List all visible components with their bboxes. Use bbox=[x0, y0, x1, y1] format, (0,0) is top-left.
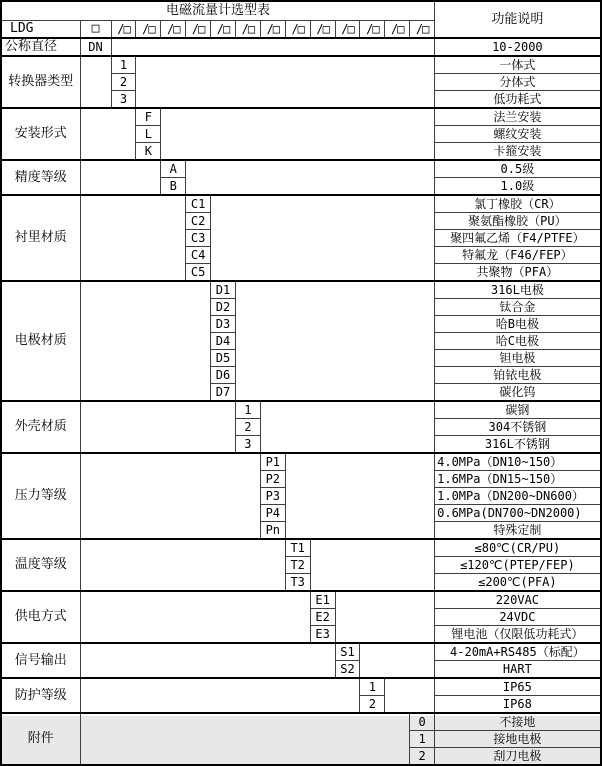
empty-cell bbox=[80, 713, 410, 765]
category-label: 信号输出 bbox=[1, 643, 80, 678]
option-code: T1 bbox=[285, 539, 310, 557]
function-column-header: 功能说明 bbox=[435, 1, 601, 38]
option-description: 法兰安装 bbox=[435, 108, 601, 126]
empty-cell bbox=[80, 195, 186, 281]
option-description: 316L不锈钢 bbox=[435, 436, 601, 454]
option-description: 一体式 bbox=[435, 56, 601, 74]
option-code: C5 bbox=[186, 264, 211, 282]
empty-cell bbox=[80, 539, 285, 591]
option-description: 刮刀电极 bbox=[435, 748, 601, 766]
option-code: A bbox=[161, 160, 186, 178]
option-description: 0.5级 bbox=[435, 160, 601, 178]
model-slot-box-icon: /□ bbox=[161, 21, 186, 39]
category-label: 供电方式 bbox=[1, 591, 80, 643]
option-description: 低功耗式 bbox=[435, 91, 601, 109]
option-description: 316L电极 bbox=[435, 281, 601, 299]
option-code: DN bbox=[80, 38, 111, 56]
empty-cell bbox=[80, 643, 335, 678]
option-code: K bbox=[136, 143, 161, 161]
category-label: 衬里材质 bbox=[1, 195, 80, 281]
option-description: 1.0级 bbox=[435, 178, 601, 196]
category-row bbox=[1, 160, 601, 178]
category-row bbox=[1, 643, 601, 661]
option-description: 1.0MPa（DN200~DN600） bbox=[435, 488, 601, 505]
empty-cell bbox=[310, 539, 435, 591]
option-code: T2 bbox=[285, 557, 310, 574]
category-label: 外壳材质 bbox=[1, 401, 80, 453]
model-first-box-icon: □ bbox=[80, 21, 111, 39]
category-row bbox=[1, 713, 601, 731]
empty-cell bbox=[285, 453, 434, 539]
model-slot-box-icon: /□ bbox=[360, 21, 385, 39]
option-code: S2 bbox=[335, 661, 360, 679]
table-title: 电磁流量计选型表 bbox=[1, 1, 435, 21]
option-description: 接地电极 bbox=[435, 731, 601, 748]
option-description: 0.6MPa(DN700~DN2000) bbox=[435, 505, 601, 522]
empty-cell bbox=[80, 281, 211, 401]
option-code: D3 bbox=[211, 316, 236, 333]
empty-cell bbox=[235, 281, 434, 401]
option-description: IP68 bbox=[435, 696, 601, 714]
empty-cell bbox=[80, 401, 235, 453]
option-code: L bbox=[136, 126, 161, 143]
option-description: 螺纹安装 bbox=[435, 126, 601, 143]
option-code: E1 bbox=[310, 591, 335, 609]
option-code: P1 bbox=[260, 453, 285, 471]
option-code: T3 bbox=[285, 574, 310, 592]
option-description: 氯丁橡胶（CR） bbox=[435, 195, 601, 213]
option-code: D5 bbox=[211, 350, 236, 367]
selection-table-body bbox=[1, 1, 601, 765]
empty-cell bbox=[80, 591, 310, 643]
option-description: 聚四氟乙烯（F4/PTFE） bbox=[435, 230, 601, 247]
option-description: 304不锈钢 bbox=[435, 419, 601, 436]
empty-cell bbox=[80, 56, 111, 108]
category-label: 压力等级 bbox=[1, 453, 80, 539]
category-label: 温度等级 bbox=[1, 539, 80, 591]
empty-cell bbox=[136, 56, 435, 108]
option-description: 分体式 bbox=[435, 74, 601, 91]
option-description: 10-2000 bbox=[435, 38, 601, 56]
option-description: 哈B电极 bbox=[435, 316, 601, 333]
model-slot-box-icon: /□ bbox=[310, 21, 335, 39]
category-row bbox=[1, 38, 601, 56]
option-code: P4 bbox=[260, 505, 285, 522]
option-code: P2 bbox=[260, 471, 285, 488]
category-row bbox=[1, 195, 601, 213]
option-code: S1 bbox=[335, 643, 360, 661]
model-slot-box-icon: /□ bbox=[111, 21, 136, 39]
option-code: D7 bbox=[211, 384, 236, 402]
option-code: P3 bbox=[260, 488, 285, 505]
option-description: 钽电极 bbox=[435, 350, 601, 367]
option-description: 锂电池（仅限低功耗式） bbox=[435, 626, 601, 644]
model-slot-box-icon: /□ bbox=[235, 21, 260, 39]
option-code: D6 bbox=[211, 367, 236, 384]
option-code: E2 bbox=[310, 609, 335, 626]
option-description: ≤80℃(CR/PU) bbox=[435, 539, 601, 557]
option-code: 0 bbox=[410, 713, 435, 731]
option-code: E3 bbox=[310, 626, 335, 644]
option-description: IP65 bbox=[435, 678, 601, 696]
option-code: C1 bbox=[186, 195, 211, 213]
model-slot-box-icon: /□ bbox=[385, 21, 410, 39]
option-code: 3 bbox=[111, 91, 136, 109]
model-slot-box-icon: /□ bbox=[285, 21, 310, 39]
category-label: 附件 bbox=[1, 713, 80, 765]
option-code: D1 bbox=[211, 281, 236, 299]
option-code: 1 bbox=[111, 56, 136, 74]
option-description: ≤120℃(PTEP/FEP) bbox=[435, 557, 601, 574]
option-description: 聚氨酯橡胶（PU） bbox=[435, 213, 601, 230]
empty-cell bbox=[80, 160, 161, 195]
model-prefix: LDG bbox=[1, 21, 80, 39]
category-label: 安装形式 bbox=[1, 108, 80, 160]
category-row bbox=[1, 539, 601, 557]
empty-cell bbox=[260, 401, 434, 453]
empty-cell bbox=[80, 108, 136, 160]
model-slot-box-icon: /□ bbox=[211, 21, 236, 39]
model-slot-box-icon: /□ bbox=[260, 21, 285, 39]
option-description: 24VDC bbox=[435, 609, 601, 626]
category-label: 精度等级 bbox=[1, 160, 80, 195]
option-description: 220VAC bbox=[435, 591, 601, 609]
title-row bbox=[1, 1, 601, 21]
option-code: C2 bbox=[186, 213, 211, 230]
category-label: 电极材质 bbox=[1, 281, 80, 401]
category-row bbox=[1, 591, 601, 609]
option-description: 4-20mA+RS485（标配） bbox=[435, 643, 601, 661]
option-description: 特氟龙（F46/FEP） bbox=[435, 247, 601, 264]
option-description: 4.0MPa（DN10~150） bbox=[435, 453, 601, 471]
option-description: 共聚物（PFA） bbox=[435, 264, 601, 282]
option-code: 2 bbox=[360, 696, 385, 714]
option-description: 钛合金 bbox=[435, 299, 601, 316]
option-description: 碳钢 bbox=[435, 401, 601, 419]
empty-cell bbox=[335, 591, 435, 643]
option-description: 不接地 bbox=[435, 713, 601, 731]
option-code: C3 bbox=[186, 230, 211, 247]
option-code: 1 bbox=[360, 678, 385, 696]
model-slot-box-icon: /□ bbox=[136, 21, 161, 39]
option-code: 1 bbox=[235, 401, 260, 419]
empty-cell bbox=[80, 678, 360, 713]
empty-cell bbox=[385, 678, 435, 713]
option-description: 卡箍安装 bbox=[435, 143, 601, 161]
option-code: B bbox=[161, 178, 186, 196]
option-code: D4 bbox=[211, 333, 236, 350]
option-description: 1.6MPa（DN15~150） bbox=[435, 471, 601, 488]
category-row bbox=[1, 453, 601, 471]
option-code: F bbox=[136, 108, 161, 126]
empty-cell bbox=[360, 643, 435, 678]
option-description: 铂铱电极 bbox=[435, 367, 601, 384]
category-label: 公称直径 bbox=[1, 38, 80, 56]
category-row bbox=[1, 281, 601, 299]
option-description: 碳化钨 bbox=[435, 384, 601, 402]
empty-cell bbox=[186, 160, 435, 195]
option-code: 1 bbox=[410, 731, 435, 748]
category-label: 防护等级 bbox=[1, 678, 80, 713]
option-description: HART bbox=[435, 661, 601, 679]
option-description: ≤200℃(PFA) bbox=[435, 574, 601, 592]
empty-cell bbox=[161, 108, 435, 160]
model-slot-box-icon: /□ bbox=[186, 21, 211, 39]
category-label: 转换器类型 bbox=[1, 56, 80, 108]
empty-cell bbox=[211, 195, 435, 281]
category-row bbox=[1, 56, 601, 74]
category-row bbox=[1, 401, 601, 419]
model-slot-box-icon: /□ bbox=[335, 21, 360, 39]
option-code: C4 bbox=[186, 247, 211, 264]
option-code: 3 bbox=[235, 436, 260, 454]
category-row bbox=[1, 678, 601, 696]
option-code: 2 bbox=[410, 748, 435, 766]
empty-cell bbox=[80, 453, 260, 539]
option-code: 2 bbox=[111, 74, 136, 91]
model-slot-box-icon: /□ bbox=[410, 21, 435, 39]
option-description: 特殊定制 bbox=[435, 522, 601, 540]
category-row bbox=[1, 108, 601, 126]
option-code: 2 bbox=[235, 419, 260, 436]
empty-cell bbox=[111, 38, 435, 56]
option-code: D2 bbox=[211, 299, 236, 316]
option-code: Pn bbox=[260, 522, 285, 540]
option-description: 哈C电极 bbox=[435, 333, 601, 350]
